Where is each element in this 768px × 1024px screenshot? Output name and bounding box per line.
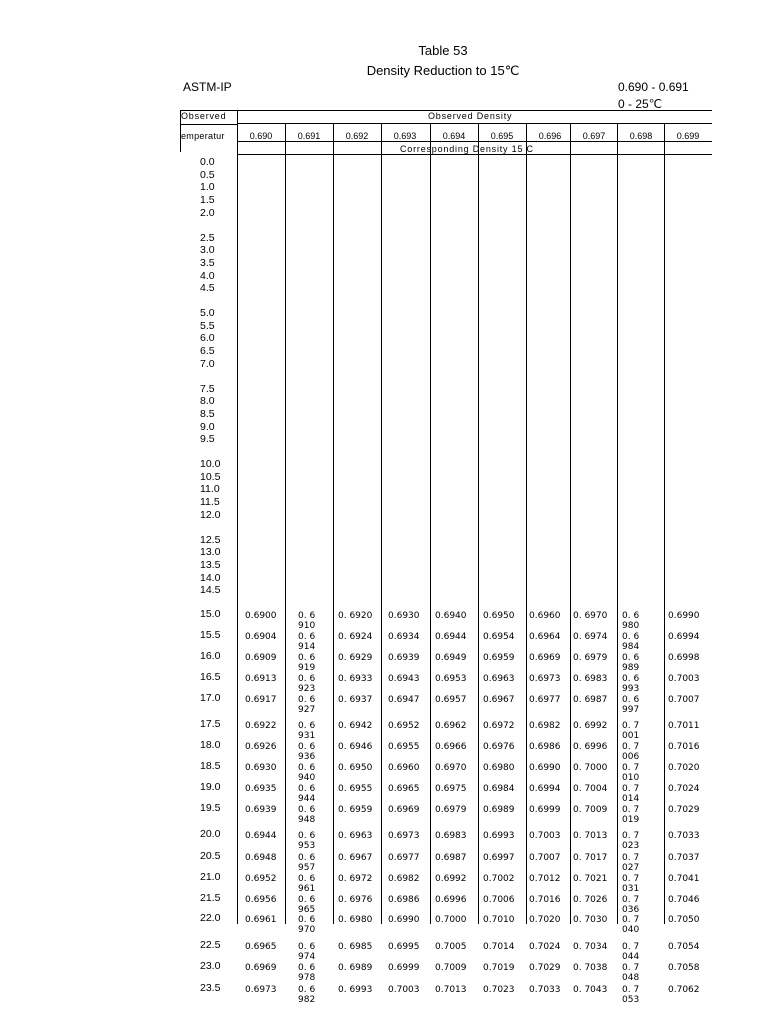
temperature-label: 12.5 bbox=[200, 533, 221, 546]
density-cell: 0. 6931 bbox=[298, 721, 316, 741]
density-cell: 0. 6946 bbox=[338, 742, 373, 752]
density-cell: 0.6954 bbox=[483, 632, 515, 642]
density-cell: 0.7033 bbox=[668, 831, 700, 841]
density-cell: 0.6917 bbox=[245, 695, 277, 705]
density-cell: 0.7003 bbox=[668, 674, 700, 684]
density-cell: 0.6989 bbox=[483, 805, 515, 815]
density-cell: 0. 6992 bbox=[573, 721, 608, 731]
temperature-label: 21.5 bbox=[200, 892, 221, 904]
column-divider bbox=[570, 123, 571, 924]
temperature-label: 2.5 bbox=[200, 231, 215, 244]
density-cell: 0. 6974 bbox=[573, 632, 608, 642]
temperature-label: 17.5 bbox=[200, 718, 221, 730]
density-cell: 0.6939 bbox=[245, 805, 277, 815]
density-cell: 0. 7043 bbox=[573, 985, 608, 995]
density-cell: 0.7013 bbox=[435, 985, 467, 995]
column-divider bbox=[430, 123, 431, 924]
density-cell: 0. 7030 bbox=[573, 915, 608, 925]
density-cell: 0.6955 bbox=[388, 742, 420, 752]
column-divider bbox=[617, 123, 618, 924]
density-cell: 0.6982 bbox=[529, 721, 561, 731]
corresponding-density-header: Corresponding Density 15 C bbox=[400, 144, 534, 154]
column-header: 0.698 bbox=[629, 131, 653, 141]
density-cell: 0. 7021 bbox=[573, 874, 608, 884]
density-cell: 0.6964 bbox=[529, 632, 561, 642]
density-cell: 0.6959 bbox=[483, 653, 515, 663]
density-cell: 0.6939 bbox=[388, 653, 420, 663]
density-cell: 0.6984 bbox=[483, 784, 515, 794]
density-cell: 0.7003 bbox=[529, 831, 561, 841]
density-cell: 0.6930 bbox=[245, 763, 277, 773]
temperature-label: 19.0 bbox=[200, 781, 221, 793]
temperature-label: 13.5 bbox=[200, 558, 221, 571]
density-cell: 0.6993 bbox=[483, 831, 515, 841]
density-cell: 0.7029 bbox=[529, 963, 561, 973]
density-cell: 0. 6996 bbox=[573, 742, 608, 752]
density-cell: 0.6944 bbox=[245, 831, 277, 841]
column-divider bbox=[237, 110, 238, 924]
density-cell: 0. 7014 bbox=[622, 784, 640, 804]
temperature-label: 3.0 bbox=[200, 244, 215, 257]
density-cell: 0.6930 bbox=[388, 611, 420, 621]
temperature-label: 19.5 bbox=[200, 802, 221, 814]
density-cell: 0.7016 bbox=[529, 895, 561, 905]
density-cell: 0. 6923 bbox=[298, 674, 316, 694]
density-cell: 0.6990 bbox=[388, 915, 420, 925]
density-cell: 0.6999 bbox=[529, 805, 561, 815]
density-cell: 0.7000 bbox=[435, 915, 467, 925]
column-header: 0.694 bbox=[442, 131, 466, 141]
standard-label: ASTM-IP bbox=[183, 80, 232, 94]
density-cell: 0.6922 bbox=[245, 721, 277, 731]
density-cell: 0.6980 bbox=[483, 763, 515, 773]
density-cell: 0.6949 bbox=[435, 653, 467, 663]
density-cell: 0. 6987 bbox=[573, 695, 608, 705]
density-cell: 0.6960 bbox=[529, 611, 561, 621]
density-cell: 0. 7019 bbox=[622, 805, 640, 825]
density-cell: 0.6970 bbox=[435, 763, 467, 773]
density-cell: 0. 6970 bbox=[573, 611, 608, 621]
observed-header: Observed bbox=[181, 111, 227, 121]
density-cell: 0.6961 bbox=[245, 915, 277, 925]
density-cell: 0. 6933 bbox=[338, 674, 373, 684]
temperature-range: 0 - 25℃ bbox=[618, 97, 663, 111]
density-cell: 0.6940 bbox=[435, 611, 467, 621]
column-header: 0.692 bbox=[345, 131, 369, 141]
temperature-label: 7.0 bbox=[200, 357, 215, 370]
density-cell: 0.6987 bbox=[435, 853, 467, 863]
density-cell: 0. 6927 bbox=[298, 695, 316, 715]
density-cell: 0.6967 bbox=[483, 695, 515, 705]
density-cell: 0. 6937 bbox=[338, 695, 373, 705]
density-cell: 0. 6984 bbox=[622, 632, 640, 652]
temperature-label: 4.0 bbox=[200, 269, 215, 282]
density-cell: 0.6983 bbox=[435, 831, 467, 841]
temperature-label: 16.0 bbox=[200, 650, 221, 662]
temperature-label: 20.5 bbox=[200, 850, 221, 862]
density-cell: 0. 7009 bbox=[573, 805, 608, 815]
density-cell: 0.6956 bbox=[245, 895, 277, 905]
density-cell: 0.7016 bbox=[668, 742, 700, 752]
density-cell: 0.6965 bbox=[388, 784, 420, 794]
density-cell: 0.6977 bbox=[388, 853, 420, 863]
temperature-label: 15.5 bbox=[200, 629, 221, 641]
density-cell: 0.7029 bbox=[668, 805, 700, 815]
density-cell: 0. 6972 bbox=[338, 874, 373, 884]
density-cell: 0. 6936 bbox=[298, 742, 316, 762]
density-cell: 0.7054 bbox=[668, 942, 700, 952]
density-cell: 0. 7027 bbox=[622, 853, 640, 873]
density-cell: 0.6973 bbox=[388, 831, 420, 841]
temperature-label: 7.5 bbox=[200, 382, 215, 395]
density-cell: 0. 7023 bbox=[622, 831, 640, 851]
density-cell: 0. 6976 bbox=[338, 895, 373, 905]
density-cell: 0. 7000 bbox=[573, 763, 608, 773]
temperature-label: 0.0 bbox=[200, 156, 215, 168]
density-cell: 0.7003 bbox=[388, 985, 420, 995]
temperature-label: 11.5 bbox=[200, 496, 220, 509]
temperature-label: 0.5 bbox=[200, 168, 215, 181]
density-cell: 0.7010 bbox=[483, 915, 515, 925]
density-cell: 0. 7034 bbox=[573, 942, 608, 952]
column-divider bbox=[333, 123, 334, 924]
temperature-label: 1.5 bbox=[200, 194, 215, 207]
density-cell: 0. 6948 bbox=[298, 805, 316, 825]
density-cell: 0. 6967 bbox=[338, 853, 373, 863]
density-cell: 0.6966 bbox=[435, 742, 467, 752]
left-header-border bbox=[180, 110, 181, 152]
density-cell: 0. 7013 bbox=[573, 831, 608, 841]
density-cell: 0.6952 bbox=[388, 721, 420, 731]
temperature-label: 3.5 bbox=[200, 256, 215, 269]
observed-density-header: Observed Density bbox=[428, 111, 513, 121]
density-cell: 0.7020 bbox=[529, 915, 561, 925]
density-cell: 0.6926 bbox=[245, 742, 277, 752]
density-cell: 0. 7048 bbox=[622, 963, 640, 983]
density-cell: 0. 6963 bbox=[338, 831, 373, 841]
observed-header-divider bbox=[180, 124, 237, 125]
page-subtitle: Density Reduction to 15℃ bbox=[366, 63, 520, 78]
density-cell: 0. 6924 bbox=[338, 632, 373, 642]
density-cell: 0.6994 bbox=[668, 632, 700, 642]
column-divider bbox=[664, 123, 665, 924]
temperature-label: 2.0 bbox=[200, 206, 215, 219]
temperature-label: 14.0 bbox=[200, 571, 221, 584]
temperature-label: 4.5 bbox=[200, 282, 215, 295]
density-cell: 0.7023 bbox=[483, 985, 515, 995]
density-cell: 0.7007 bbox=[529, 853, 561, 863]
density-range: 0.690 - 0.691 bbox=[618, 80, 689, 94]
density-cell: 0.7024 bbox=[668, 784, 700, 794]
density-header-divider bbox=[237, 123, 712, 124]
temperature-label: 11.0 bbox=[200, 483, 220, 496]
density-cell: 0.6982 bbox=[388, 874, 420, 884]
density-cell: 0. 6944 bbox=[298, 784, 316, 804]
density-cell: 0. 7053 bbox=[622, 985, 640, 1005]
temperature-label: 15.0 bbox=[200, 608, 221, 620]
density-cell: 0. 6914 bbox=[298, 632, 316, 652]
column-divider bbox=[478, 123, 479, 924]
density-cell: 0. 7001 bbox=[622, 721, 640, 741]
density-cell: 0. 7038 bbox=[573, 963, 608, 973]
density-cell: 0. 6961 bbox=[298, 874, 316, 894]
temperature-label: 13.0 bbox=[200, 546, 221, 559]
temperature-label: 10.0 bbox=[200, 458, 221, 470]
column-header: 0.696 bbox=[538, 131, 562, 141]
density-cell: 0. 6989 bbox=[622, 653, 640, 673]
density-cell: 0.6962 bbox=[435, 721, 467, 731]
density-cell: 0.7002 bbox=[483, 874, 515, 884]
temperature-label: 9.0 bbox=[200, 420, 215, 433]
density-cell: 0. 6978 bbox=[298, 963, 316, 983]
table-top-border bbox=[180, 110, 712, 111]
density-cell: 0. 6980 bbox=[338, 915, 373, 925]
density-cell: 0.7020 bbox=[668, 763, 700, 773]
density-cell: 0.6994 bbox=[529, 784, 561, 794]
density-cell: 0. 6993 bbox=[622, 674, 640, 694]
density-cell: 0. 6980 bbox=[622, 611, 640, 631]
density-cell: 0.6969 bbox=[245, 963, 277, 973]
density-cell: 0.6973 bbox=[245, 985, 277, 995]
density-cell: 0. 6959 bbox=[338, 805, 373, 815]
column-divider bbox=[285, 123, 286, 924]
density-cell: 0.6972 bbox=[483, 721, 515, 731]
temperature-label: 18.0 bbox=[200, 739, 221, 751]
temperature-label: 22.5 bbox=[200, 939, 221, 951]
density-cell: 0. 6974 bbox=[298, 942, 316, 962]
column-divider bbox=[526, 123, 527, 924]
density-cell: 0.7009 bbox=[435, 963, 467, 973]
density-cell: 0.6953 bbox=[435, 674, 467, 684]
density-cell: 0. 7017 bbox=[573, 853, 608, 863]
density-cell: 0. 7036 bbox=[622, 895, 640, 915]
temperature-label: 16.5 bbox=[200, 671, 221, 683]
temperature-label: 23.5 bbox=[200, 982, 221, 994]
density-cell: 0.6948 bbox=[245, 853, 277, 863]
density-cell: 0.6952 bbox=[245, 874, 277, 884]
density-cell: 0.6944 bbox=[435, 632, 467, 642]
page-title: Table 53 bbox=[418, 43, 468, 58]
density-cell: 0.6963 bbox=[483, 674, 515, 684]
column-header: 0.695 bbox=[490, 131, 514, 141]
density-cell: 0.6979 bbox=[435, 805, 467, 815]
density-cell: 0.6990 bbox=[529, 763, 561, 773]
column-header: 0.691 bbox=[297, 131, 321, 141]
density-cell: 0.6965 bbox=[245, 942, 277, 952]
density-cell: 0.6973 bbox=[529, 674, 561, 684]
density-cell: 0. 7040 bbox=[622, 915, 640, 935]
column-header: 0.693 bbox=[393, 131, 417, 141]
density-cell: 0. 6983 bbox=[573, 674, 608, 684]
density-cell: 0.6986 bbox=[529, 742, 561, 752]
density-cell: 0. 7006 bbox=[622, 742, 640, 762]
density-cell: 0. 7004 bbox=[573, 784, 608, 794]
density-cell: 0.6960 bbox=[388, 763, 420, 773]
column-divider bbox=[381, 123, 382, 924]
density-cell: 0.6950 bbox=[483, 611, 515, 621]
density-cell: 0.7024 bbox=[529, 942, 561, 952]
temperature-label: 8.0 bbox=[200, 395, 215, 408]
density-cell: 0.6975 bbox=[435, 784, 467, 794]
density-cell: 0. 6950 bbox=[338, 763, 373, 773]
density-cell: 0.6997 bbox=[483, 853, 515, 863]
density-cell: 0. 6942 bbox=[338, 721, 373, 731]
temperature-label: 6.5 bbox=[200, 345, 215, 358]
density-cell: 0.6977 bbox=[529, 695, 561, 705]
density-cell: 0. 7044 bbox=[622, 942, 640, 962]
density-cell: 0.6986 bbox=[388, 895, 420, 905]
density-cell: 0.7037 bbox=[668, 853, 700, 863]
density-cell: 0.6957 bbox=[435, 695, 467, 705]
temperature-label: 5.5 bbox=[200, 319, 215, 332]
density-cell: 0. 6985 bbox=[338, 942, 373, 952]
temperature-label: 5.0 bbox=[200, 307, 215, 319]
temperature-label: 9.5 bbox=[200, 433, 215, 446]
column-header: 0.697 bbox=[582, 131, 606, 141]
temperature-label: 1.0 bbox=[200, 181, 215, 194]
density-cell: 0.7041 bbox=[668, 874, 700, 884]
density-cell: 0. 6920 bbox=[338, 611, 373, 621]
density-cell: 0.7014 bbox=[483, 942, 515, 952]
temperature-label: 20.0 bbox=[200, 828, 221, 840]
density-cell: 0. 6989 bbox=[338, 963, 373, 973]
density-cell: 0. 6919 bbox=[298, 653, 316, 673]
column-header: 0.690 bbox=[249, 131, 273, 141]
density-cell: 0. 7010 bbox=[622, 763, 640, 783]
density-cell: 0. 6955 bbox=[338, 784, 373, 794]
temperature-label: 17.0 bbox=[200, 692, 221, 704]
density-cell: 0.7050 bbox=[668, 915, 700, 925]
temperature-label: 10.5 bbox=[200, 470, 221, 483]
temperature-label: 14.5 bbox=[200, 584, 221, 597]
density-cell: 0.7007 bbox=[668, 695, 700, 705]
density-cell: 0.7046 bbox=[668, 895, 700, 905]
density-cell: 0.6996 bbox=[435, 895, 467, 905]
density-cell: 0.6935 bbox=[245, 784, 277, 794]
density-cell: 0. 6929 bbox=[338, 653, 373, 663]
density-cell: 0. 6953 bbox=[298, 831, 316, 851]
density-cell: 0.6999 bbox=[388, 963, 420, 973]
density-cell: 0.6976 bbox=[483, 742, 515, 752]
density-cell: 0.7012 bbox=[529, 874, 561, 884]
density-cell: 0.7062 bbox=[668, 985, 700, 995]
density-cell: 0.6947 bbox=[388, 695, 420, 705]
density-cell: 0. 7026 bbox=[573, 895, 608, 905]
density-cell: 0.6900 bbox=[245, 611, 277, 621]
temperature-label: 22.0 bbox=[200, 912, 221, 924]
density-cell: 0.7058 bbox=[668, 963, 700, 973]
density-cell: 0.6909 bbox=[245, 653, 277, 663]
density-cell: 0.6995 bbox=[388, 942, 420, 952]
density-cell: 0. 6982 bbox=[298, 985, 316, 1005]
density-cell: 0.7005 bbox=[435, 942, 467, 952]
density-cell: 0. 6993 bbox=[338, 985, 373, 995]
density-cell: 0.6998 bbox=[668, 653, 700, 663]
column-header: 0.699 bbox=[676, 131, 700, 141]
density-cell: 0.7033 bbox=[529, 985, 561, 995]
density-cell: 0. 7031 bbox=[622, 874, 640, 894]
density-cell: 0. 6979 bbox=[573, 653, 608, 663]
temperature-label: 23.0 bbox=[200, 960, 221, 972]
density-cell: 0. 6965 bbox=[298, 895, 316, 915]
density-cell: 0.7019 bbox=[483, 963, 515, 973]
temperature-label: 21.0 bbox=[200, 871, 221, 883]
density-cell: 0.6904 bbox=[245, 632, 277, 642]
density-cell: 0.6934 bbox=[388, 632, 420, 642]
column-header-divider bbox=[237, 141, 712, 142]
density-cell: 0.6990 bbox=[668, 611, 700, 621]
density-cell: 0. 6957 bbox=[298, 853, 316, 873]
density-cell: 0.6913 bbox=[245, 674, 277, 684]
temperature-label: 18.5 bbox=[200, 760, 221, 772]
temperature-label: 12.0 bbox=[200, 508, 221, 521]
density-cell: 0. 6970 bbox=[298, 915, 316, 935]
corresponding-header-divider bbox=[237, 154, 712, 155]
temperature-label: 8.5 bbox=[200, 407, 215, 420]
density-cell: 0.6943 bbox=[388, 674, 420, 684]
density-cell: 0. 6997 bbox=[622, 695, 640, 715]
temperature-label: 6.0 bbox=[200, 332, 215, 345]
density-cell: 0.6969 bbox=[388, 805, 420, 815]
temperature-header: emperatur bbox=[181, 131, 225, 141]
density-cell: 0.6992 bbox=[435, 874, 467, 884]
density-cell: 0.6969 bbox=[529, 653, 561, 663]
density-cell: 0.7011 bbox=[668, 721, 700, 731]
density-cell: 0. 6940 bbox=[298, 763, 316, 783]
density-cell: 0.7006 bbox=[483, 895, 515, 905]
density-cell: 0. 6910 bbox=[298, 611, 316, 631]
